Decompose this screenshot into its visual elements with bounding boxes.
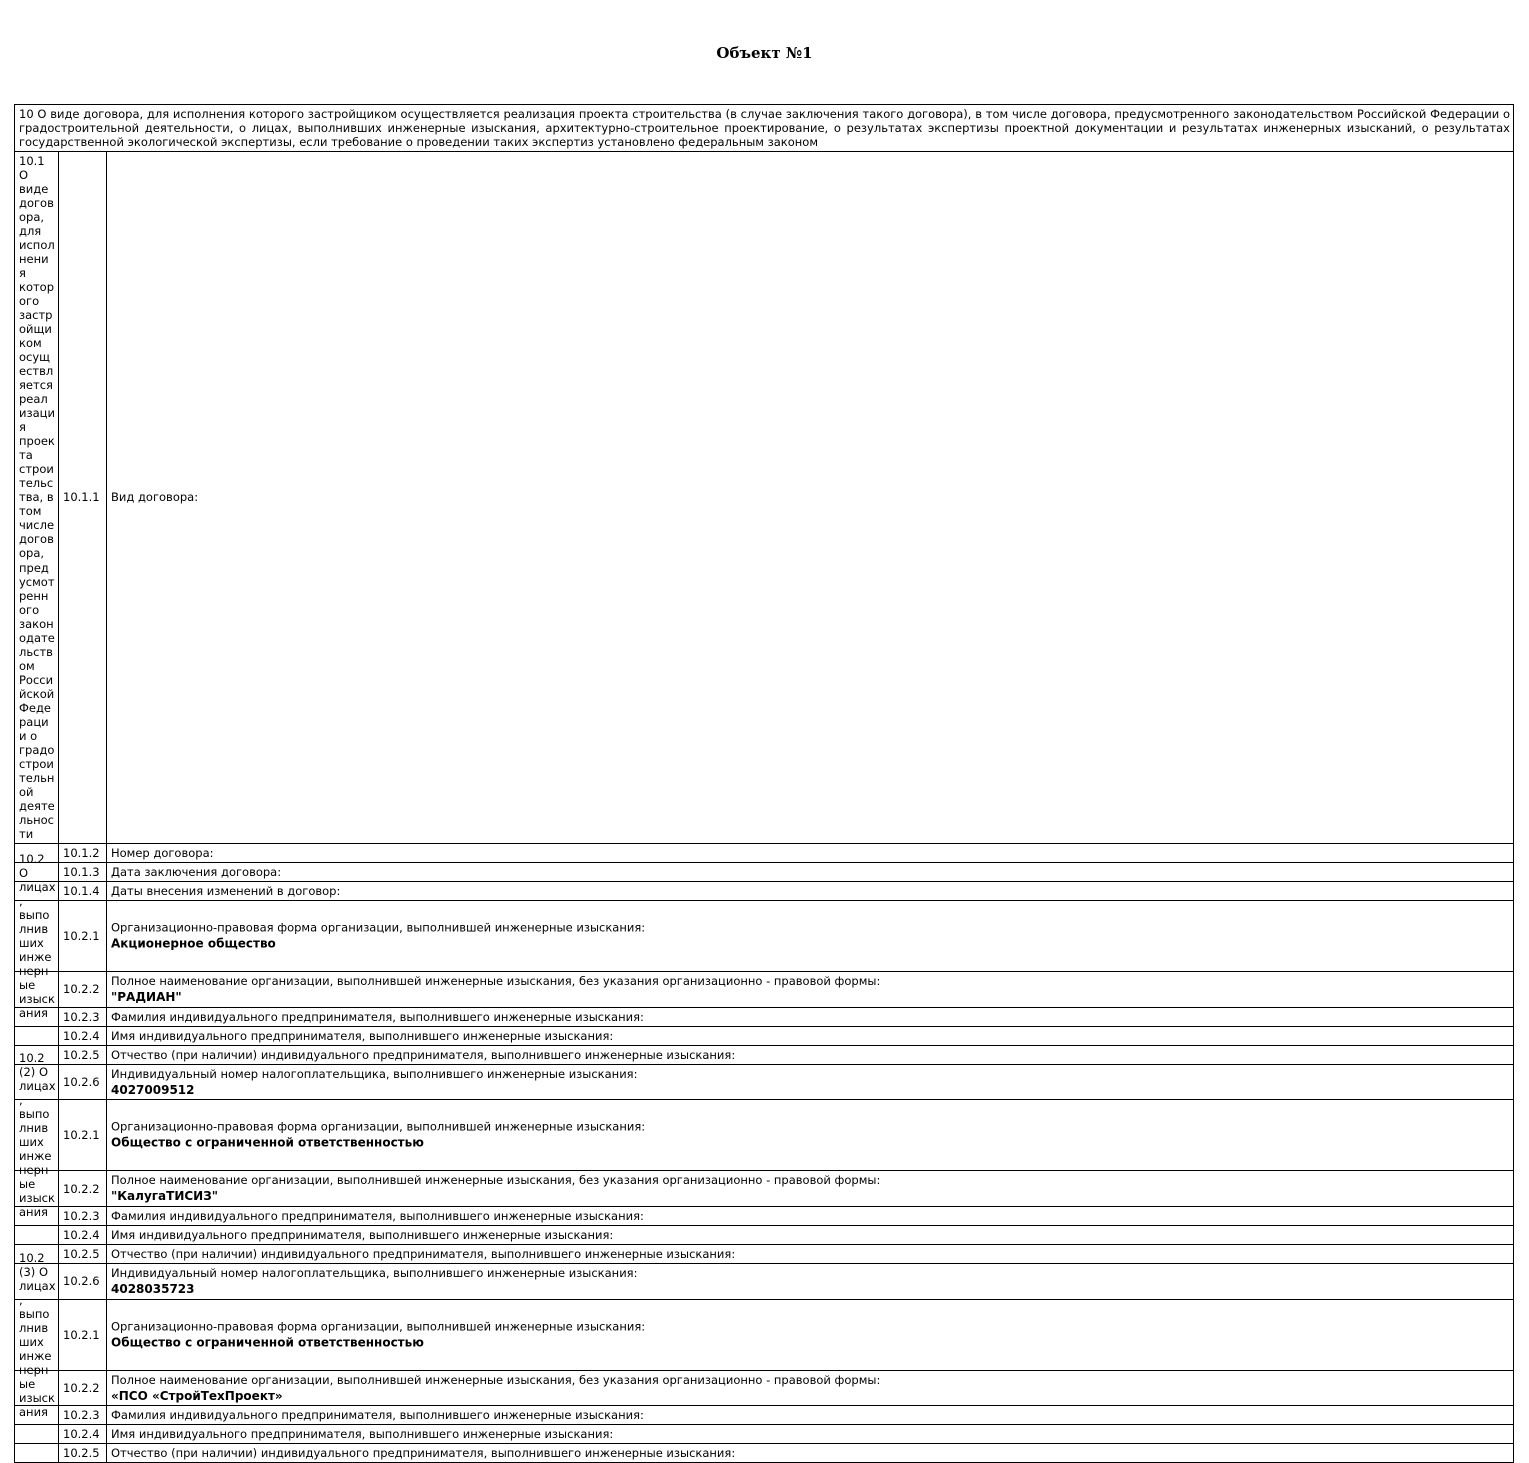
row-content [107, 1064, 1514, 1100]
table-row [15, 1225, 1514, 1244]
row-label: Индивидуальный номер налогоплательщика, выполнившего инженерные изыскания: [111, 1066, 638, 1081]
table-row [15, 1206, 1514, 1225]
table-row [15, 1406, 1514, 1425]
row-label: Фамилия индивидуального предпринимателя, выполнившего инженерные изыскания: [111, 1408, 644, 1423]
table-row [15, 971, 1514, 1007]
row-code: 10.2.6 [59, 1263, 107, 1299]
row-code: 10.1.2 [59, 843, 107, 862]
row-content [107, 1026, 1514, 1045]
table-section-header-row [15, 105, 1514, 152]
row-code: 10.1.3 [59, 862, 107, 881]
row-code: 10.2.3 [59, 1206, 107, 1225]
group-spacer [15, 1444, 59, 1463]
row-code: 10.2.4 [59, 1225, 107, 1244]
row-content [107, 1263, 1514, 1299]
row-label: Вид договора: [111, 490, 199, 505]
row-content [107, 1171, 1514, 1207]
row-label: Дата заключения договора: [111, 864, 282, 879]
row-code: 10.2.5 [59, 1444, 107, 1463]
row-value: "КалугаТИСИЗ" [111, 1189, 218, 1204]
row-value: Общество с ограниченной ответственностью [111, 1135, 424, 1150]
group-label-10-1: 10.1 О виде договора, для исполнения которого застройщиком осуществляется реализация проекта строительства, в том числе договора, предусмотренного законодательством Российской Федерации о градостроительной деятельности [15, 152, 59, 844]
table-row [15, 1244, 1514, 1263]
row-label: Имя индивидуального предпринимателя, выполнившего инженерные изыскания: [111, 1227, 614, 1242]
declaration-table [14, 104, 1514, 1463]
row-label: Имя индивидуального предпринимателя, выполнившего инженерные изыскания: [111, 1427, 614, 1442]
row-code: 10.2.6 [59, 1064, 107, 1100]
row-value: 4027009512 [111, 1082, 195, 1097]
row-code: 10.2.2 [59, 1171, 107, 1207]
row-content [107, 1206, 1514, 1225]
table-row [15, 900, 1514, 971]
row-content [107, 152, 1514, 844]
row-label: Организационно-правовая форма организации, выполнившей инженерные изыскания: [111, 1119, 646, 1134]
row-label: Организационно-правовая форма организации, выполнившей инженерные изыскания: [111, 920, 646, 935]
row-value: "РАДИАН" [111, 989, 182, 1004]
row-code: 10.2.2 [59, 1370, 107, 1406]
row-label: Отчество (при наличии) индивидуального предпринимателя, выполнившего инженерные изыскания: [111, 1047, 736, 1062]
row-content [107, 1007, 1514, 1026]
table-row [15, 1045, 1514, 1064]
row-content [107, 1100, 1514, 1171]
row-label: Организационно-правовая форма организации, выполнившей инженерные изыскания: [111, 1319, 646, 1334]
table-row [15, 1026, 1514, 1045]
row-label: Полное наименование организации, выполнившей инженерные изыскания, без указания организационно - правовой формы: [111, 1372, 881, 1387]
row-content [107, 900, 1514, 971]
row-content [107, 843, 1514, 862]
row-code: 10.1.1 [59, 152, 107, 844]
row-content [107, 1370, 1514, 1406]
row-code: 10.2.5 [59, 1045, 107, 1064]
group-label-10-2-2: 10.2 (2) О лицах, выполнивших инженерные изыскания [15, 1100, 59, 1171]
row-content [107, 1444, 1514, 1463]
row-content [107, 1244, 1514, 1263]
row-value: Акционерное общество [111, 936, 276, 951]
group-spacer [15, 1026, 59, 1045]
row-code: 10.2.1 [59, 1299, 107, 1370]
table-row [15, 1299, 1514, 1370]
row-label: Полное наименование организации, выполнившей инженерные изыскания, без указания организационно - правовой формы: [111, 1173, 881, 1188]
table-row [15, 843, 1514, 862]
table-row [15, 1444, 1514, 1463]
table-row [15, 881, 1514, 900]
row-code: 10.2.4 [59, 1026, 107, 1045]
row-label: Фамилия индивидуального предпринимателя, выполнившего инженерные изыскания: [111, 1208, 644, 1223]
row-content [107, 862, 1514, 881]
row-code: 10.2.3 [59, 1007, 107, 1026]
document-page [0, 44, 1529, 1463]
row-value: «ПСО «СтройТехПроект» [111, 1388, 283, 1403]
row-label: Фамилия индивидуального предпринимателя, выполнившего инженерные изыскания: [111, 1009, 644, 1024]
row-content [107, 1225, 1514, 1244]
row-label: Индивидуальный номер налогоплательщика, выполнившего инженерные изыскания: [111, 1265, 638, 1280]
row-label: Номер договора: [111, 845, 214, 860]
table-row [15, 1263, 1514, 1299]
row-code: 10.2.2 [59, 971, 107, 1007]
row-content [107, 1425, 1514, 1444]
table-row [15, 862, 1514, 881]
row-content [107, 1045, 1514, 1064]
table-row [15, 1171, 1514, 1207]
row-code: 10.1.4 [59, 881, 107, 900]
row-content [107, 971, 1514, 1007]
table-row [15, 1370, 1514, 1406]
group-spacer [15, 1425, 59, 1444]
row-code: 10.2.5 [59, 1244, 107, 1263]
table-row [15, 152, 1514, 844]
table-row [15, 1007, 1514, 1026]
page-title: Объект №1 [716, 44, 813, 62]
row-value: Общество с ограниченной ответственностью [111, 1335, 424, 1350]
row-label: Отчество (при наличии) индивидуального предпринимателя, выполнившего инженерные изыскания: [111, 1246, 736, 1261]
row-code: 10.2.3 [59, 1406, 107, 1425]
row-label: Отчество (при наличии) индивидуального предпринимателя, выполнившего инженерные изыскания: [111, 1446, 736, 1461]
group-spacer [15, 1225, 59, 1244]
table-row [15, 1100, 1514, 1171]
table-row [15, 1064, 1514, 1100]
row-value: 4028035723 [111, 1281, 195, 1296]
row-content [107, 1299, 1514, 1370]
row-label: Имя индивидуального предпринимателя, выполнившего инженерные изыскания: [111, 1028, 614, 1043]
row-content [107, 881, 1514, 900]
row-code: 10.2.1 [59, 900, 107, 971]
row-code: 10.2.1 [59, 1100, 107, 1171]
row-code: 10.2.4 [59, 1425, 107, 1444]
group-label-10-2: 10.2 О лицах, выполнивших инженерные изыскания [15, 900, 59, 971]
section-header-text: 10 О виде договора, для исполнения которого застройщиком осуществляется реализация проекта строительства (в случае заключения такого договора), в том числе договора, предусмотренного законодательством Российской Федерации о градостроительной деятельности, о лицах, выполнивших инженерные изыскания, архитектурно-строительное проектирование, о результатах экспертизы проектной документации и результатах инженерных изысканий, о результатах государственной экологической экспертизы, если требование о проведении таких экспертиз установлено федеральным законом [15, 105, 1514, 152]
row-label: Полное наименование организации, выполнившей инженерные изыскания, без указания организационно - правовой формы: [111, 973, 881, 988]
row-label: Даты внесения изменений в договор: [111, 883, 341, 898]
group-label-10-2-3: 10.2 (3) О лицах, выполнивших инженерные изыскания [15, 1299, 59, 1370]
row-content [107, 1406, 1514, 1425]
table-row [15, 1425, 1514, 1444]
